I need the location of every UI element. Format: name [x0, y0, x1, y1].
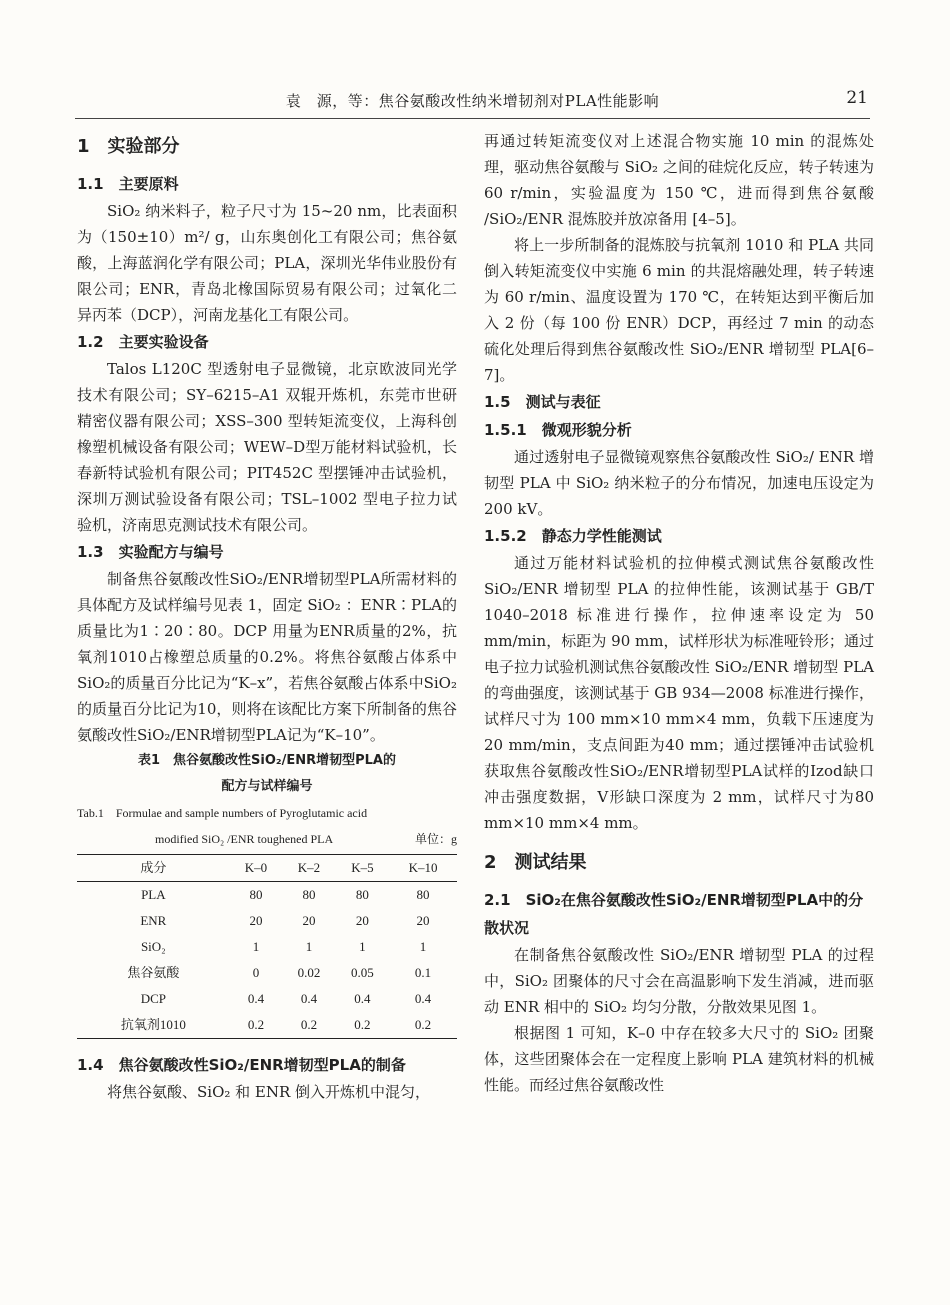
section-1-5-title: 1.5 测试与表征	[484, 393, 601, 411]
table-caption-en-1: Tab.1 Formulae and sample numbers of Pyroglutamic acid	[77, 806, 368, 820]
table-row	[77, 882, 457, 909]
table-cell: 20	[416, 913, 430, 928]
section-1-3-title: 1.3 实验配方与编号	[77, 543, 224, 561]
section-1-3-paragraph: 制备焦谷氨酸改性SiO₂/ENR增韧型PLA所需材料的具体配方及试样编号见表 1，固定 SiO₂ ：ENR∶PLA的质量比为1∶20∶80。DCP 用量为ENR质量的2%，抗氧剂1010占橡塑总质量的0.2%。将焦谷氨酸占体系中SiO₂的质量百分比记为“K–x”，若焦谷氨酸占体系中SiO₂的质量百分比记为10，则将在该配比方案下所制备的焦谷氨酸改性SiO₂/ENR增韧型PLA记为“K–10”。	[77, 570, 457, 744]
section-2-1-title: 2.1 SiO₂在焦谷氨酸改性SiO₂/ENR增韧型PLA中的分散状况	[484, 891, 864, 937]
table-cell: 0.1	[414, 965, 432, 980]
section-1-4-title: 1.4 焦谷氨酸改性SiO₂/ENR增韧型PLA的制备	[77, 1056, 406, 1074]
table-header-cell: K–0	[244, 860, 268, 875]
section-1-4-paragraph-2: 将上一步所制备的混炼胶与抗氧剂 1010 和 PLA 共同倒入转矩流变仪中实施 6 min 的共混熔融处理，转子转速为 60 r/min、温度设置为 170 ℃，在转矩达到平衡后加入 2 份（每 100 份 ENR）DCP，再经过 7 min 的动态硫化处理后得到焦谷氨酸改性 SiO₂/ENR 增韧型 PLA[6–7]。	[484, 236, 874, 384]
table-cell: 0.4	[247, 991, 265, 1006]
table-cell: 80	[416, 887, 430, 902]
section-1-4-continued: 再通过转矩流变仪对上述混合物实施 10 min 的混炼处理，驱动焦谷氨酸与 SiO₂ 之间的硅烷化反应，转子转速为 60 r/min，实验温度为 150 ℃，进而得到焦谷氨酸 /SiO₂/ENR 混炼胶并放凉备用 [4–5]。	[484, 132, 874, 228]
left-column	[77, 128, 457, 1105]
section-1-2-paragraph: Talos L120C 型透射电子显微镜，北京欧波同光学技术有限公司；SY–6215–A1 双辊开炼机，东莞市世研精密仪器有限公司；XSS–300 型转矩流变仪，上海科创橡塑机械设备有限公司；WEW–D型万能材料试验机，长春新特试验机有限公司；PIT452C 型摆锤冲击试验机，深圳万测试验设备有限公司；TSL–1002 型电子拉力试验机，济南思克测试技术有限公司。	[77, 360, 457, 534]
table-cell: 0.4	[354, 991, 371, 1006]
header-rule	[75, 118, 870, 119]
table-cell: 1	[359, 939, 366, 954]
section-1-4-paragraph: 将焦谷氨酸、SiO₂ 和 ENR 倒入开炼机中混匀，	[107, 1083, 431, 1101]
section-1-1-paragraph: SiO₂ 纳米料子，粒子尺寸为 15~20 nm，比表面积为（150±10）m²/ g，山东奥创化工有限公司；焦谷氨酸，上海蓝润化学有限公司；PLA，深圳光华伟业股份有限公司；ENR，青岛北橡国际贸易有限公司；过氧化二异丙苯（DCP），河南龙基化工有限公司。	[77, 202, 457, 324]
section-1-5-1-title: 1.5.1 微观形貌分析	[484, 421, 632, 439]
section-2-1-paragraph-1: 在制备焦谷氨酸改性 SiO₂/ENR 增韧型 PLA 的过程中，SiO₂ 团聚体的尺寸会在高温影响下发生消减，进而驱动 ENR 相中的 SiO₂ 均匀分散，分散效果见图 1。	[484, 946, 874, 1016]
section-2-1-paragraph-2: 根据图 1 可知，K–0 中存在较多大尺寸的 SiO₂ 团聚体，这些团聚体会在一定程度上影响 PLA 建筑材料的机械性能。而经过焦谷氨酸改性	[484, 1024, 874, 1094]
table-row	[77, 986, 457, 1012]
section-1-5-2-paragraph: 通过万能材料试验机的拉伸模式测试焦谷氨酸改性 SiO₂/ENR 增韧型 PLA 的拉伸性能，该测试基于 GB/T 1040–2018 标准进行操作，拉伸速率设定为 50 mm/min，标距为 90 mm，试样形状为标准哑铃形；通过电子拉力试验机测试焦谷氨酸改性 SiO₂/ENR 增韧型 PLA 的弯曲强度，该测试基于 GB 934—2008 标准进行操作，试样尺寸为 100 mm×10 mm×4 mm，负载下压速度为 20 mm/min，支点间距为40 mm；通过摆锤冲击试验机获取焦谷氨酸改性SiO₂/ENR增韧型PLA试样的Izod缺口冲击强度数据，V形缺口深度为 2 mm，试样尺寸为80 mm×10 mm×4 mm。	[484, 554, 874, 832]
table-cell: 0.2	[354, 1017, 371, 1032]
spacer	[77, 1039, 457, 1051]
table-cell: 0.4	[300, 991, 318, 1006]
table-caption-en-2	[77, 826, 457, 852]
table-header-row	[77, 855, 457, 882]
table-cell: SiO₂	[140, 939, 166, 954]
running-title: 袁 源，等：焦谷氨酸改性纳米增韧剂对PLA性能影响	[285, 92, 660, 110]
table-cell: DCP	[140, 991, 166, 1006]
table-caption-en-2-text: modified SiO₂ /ENR toughened PLA	[155, 832, 334, 846]
table-cell: 80	[355, 887, 369, 902]
table-caption-zh-1: 表1 焦谷氨酸改性SiO₂/ENR增韧型PLA的	[137, 753, 396, 768]
table-header-cell: K–5	[351, 860, 374, 875]
table-row	[77, 1012, 457, 1039]
section-1-2-title: 1.2 主要实验设备	[77, 333, 209, 351]
section-1-5-2-title: 1.5.2 静态力学性能测试	[484, 527, 662, 545]
section-1-1-title: 1.1 主要原料	[77, 175, 179, 193]
table-cell: 80	[249, 887, 263, 902]
right-column	[484, 128, 874, 1098]
formula-table	[77, 854, 457, 1039]
table-cell: 0.02	[297, 965, 321, 980]
table-caption-zh-2: 配方与试样编号	[221, 779, 313, 794]
table-header-cell: K–2	[297, 860, 321, 875]
table-cell: 焦谷氨酸	[127, 965, 180, 980]
table-cell: 1	[252, 939, 260, 954]
table-cell: 0.2	[414, 1017, 432, 1032]
table-cell: PLA	[141, 887, 166, 902]
table-cell: 0.2	[300, 1017, 318, 1032]
table-cell: 抗氧剂1010	[120, 1017, 186, 1032]
section-1-5-1-paragraph: 通过透射电子显微镜观察焦谷氨酸改性 SiO₂/ ENR 增韧型 PLA 中 SiO₂ 纳米粒子的分布情况，加速电压设定为 200 kV。	[484, 448, 874, 518]
section-1-title: 1 实验部分	[77, 136, 180, 157]
table-cell: 80	[302, 887, 316, 902]
table-cell: 0.4	[414, 991, 432, 1006]
table-cell: 20	[355, 913, 369, 928]
table-row	[77, 908, 457, 934]
table-header-cell: 成分	[140, 860, 167, 875]
table-cell: 1	[419, 939, 427, 954]
table-cell: ENR	[140, 913, 167, 928]
running-header	[75, 88, 870, 114]
table-row	[77, 934, 457, 960]
section-2-title: 2 测试结果	[484, 852, 587, 873]
table-cell: 20	[302, 913, 316, 928]
page-number: 21	[846, 88, 868, 108]
table-cell: 0.05	[351, 965, 374, 980]
table-cell: 0.2	[247, 1017, 265, 1032]
table-cell: 1	[305, 939, 313, 954]
table-cell: 0	[252, 965, 260, 980]
table-header-cell: K–10	[408, 860, 438, 875]
table-cell: 20	[249, 913, 263, 928]
table-unit: 单位：g	[414, 832, 457, 846]
table-row	[77, 960, 457, 986]
